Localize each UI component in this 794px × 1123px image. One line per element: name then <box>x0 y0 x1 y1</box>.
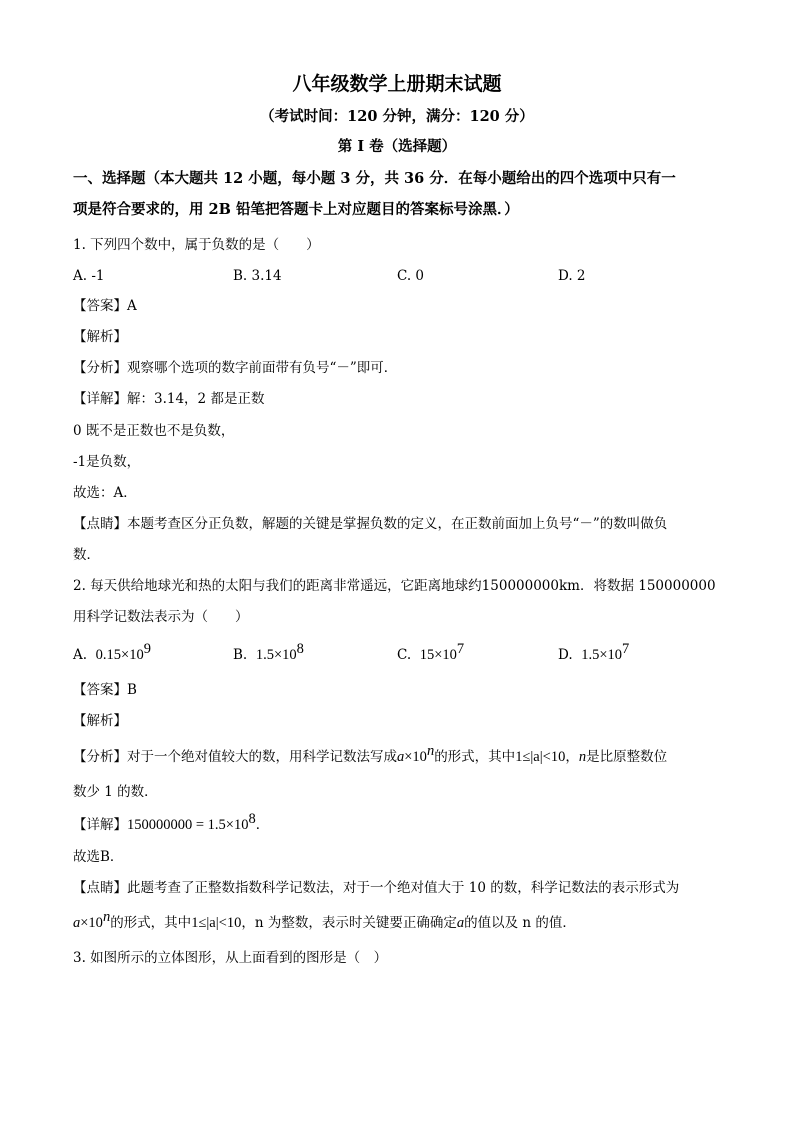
q2-xiangjie: 【详解】$150000000 = 1.5\times 10^8$． <box>73 811 270 833</box>
q2-choose: 故选B． <box>73 849 124 865</box>
q2-stem-line1: 2. 每天供给地球光和热的太阳与我们的距离非常遥远，它距离地球约150000000km．将数据 150000000 <box>73 578 716 594</box>
q2-dianjing-text: 此题考查了正整数指数科学记数法，对于一个绝对值大于 10 的数，科学记数法的表示形式为 <box>127 880 680 896</box>
answer-label: 【答案】 <box>73 298 127 314</box>
q1-option-b: B. 3.14 <box>233 268 282 284</box>
q2-option-a: A. $0.15\times 10^9$ <box>73 641 151 663</box>
q1-dianjing-cont: 数． <box>73 547 100 563</box>
q1-jiexi-label: 【解析】 <box>73 329 127 345</box>
q1-line3: -1是负数， <box>73 454 141 470</box>
q1-dianjing-text: 本题考查区分正负数，解题的关键是掌握负数的定义，在正数前面加上负号“－”的数叫做负 <box>127 516 668 532</box>
q2-option-d: D. $1.5\times 10^7$ <box>558 641 630 663</box>
q1-xiangjie-text: 解：3.14，2 都是正数 <box>127 391 265 407</box>
xiangjie-label: 【详解】 <box>73 391 127 407</box>
xiangjie-label: 【详解】 <box>73 817 127 833</box>
q2-option-b: B. $1.5\times 10^8$ <box>233 641 304 663</box>
q2-fenxi-cont: 数少 1 的数． <box>73 784 158 800</box>
dianjing-label: 【点睛】 <box>73 516 127 532</box>
q1-dianjing <box>73 515 667 533</box>
q1-xiangjie <box>73 390 264 408</box>
volume-heading: 第 I 卷（选择题） <box>337 138 457 155</box>
q1-line4: 故选：A． <box>73 485 137 501</box>
q1-option-c: C. 0 <box>397 268 425 284</box>
dianjing-label: 【点睛】 <box>73 880 127 896</box>
q2-fenxi: 【分析】对于一个绝对值较大的数，用科学记数法写成$a\times 10^n$的形式，其中1≤|a|<10，n是比原整数位 <box>73 743 668 765</box>
fenxi-label: 【分析】 <box>73 360 127 376</box>
q1-option-d: D. 2 <box>558 268 586 284</box>
answer-label: 【答案】 <box>73 682 127 698</box>
q2-dianjing <box>73 879 679 897</box>
q2-dianjing-cont: $a\times 10^n$的形式，其中1≤|a|<10，n 为整数，表示时关键要正确确定a的值以及 n 的值． <box>73 909 576 931</box>
q2-option-c: C. $15\times 10^7$ <box>397 641 465 663</box>
q1-answer-value: A <box>127 298 137 314</box>
q1-answer <box>73 297 137 315</box>
q1-fenxi <box>73 359 397 377</box>
q3-stem: 3. 如图所示的立体图形，从上面看到的图形是（ ） <box>73 950 388 966</box>
fenxi-label: 【分析】 <box>73 749 127 765</box>
q2-answer-value: B <box>127 682 137 698</box>
exam-subtitle: （考试时间：120 分钟，满分：120 分） <box>260 108 534 125</box>
q2-answer <box>73 681 137 699</box>
exam-title: 八年级数学上册期末试题 <box>292 73 502 95</box>
section-instructions-line2: 项是符合要求的，用 2B 铅笔把答题卡上对应题目的答案标号涂黑．） <box>73 201 519 218</box>
q1-fenxi-text: 观察哪个选项的数字前面带有负号“－”即可． <box>127 360 398 376</box>
q1-line2: 0 既不是正数也不是负数， <box>73 423 235 439</box>
q2-jiexi-label: 【解析】 <box>73 713 127 729</box>
section-instructions-line1: 一、选择题（本大题共 12 小题，每小题 3 分，共 36 分．在每小题给出的四个选项中只有一 <box>73 170 676 187</box>
q1-stem: 1. 下列四个数中，属于负数的是（ ） <box>73 237 320 253</box>
q1-option-a: A. -1 <box>73 268 105 284</box>
q2-stem-line2: 用科学记数法表示为（ ） <box>73 609 249 625</box>
